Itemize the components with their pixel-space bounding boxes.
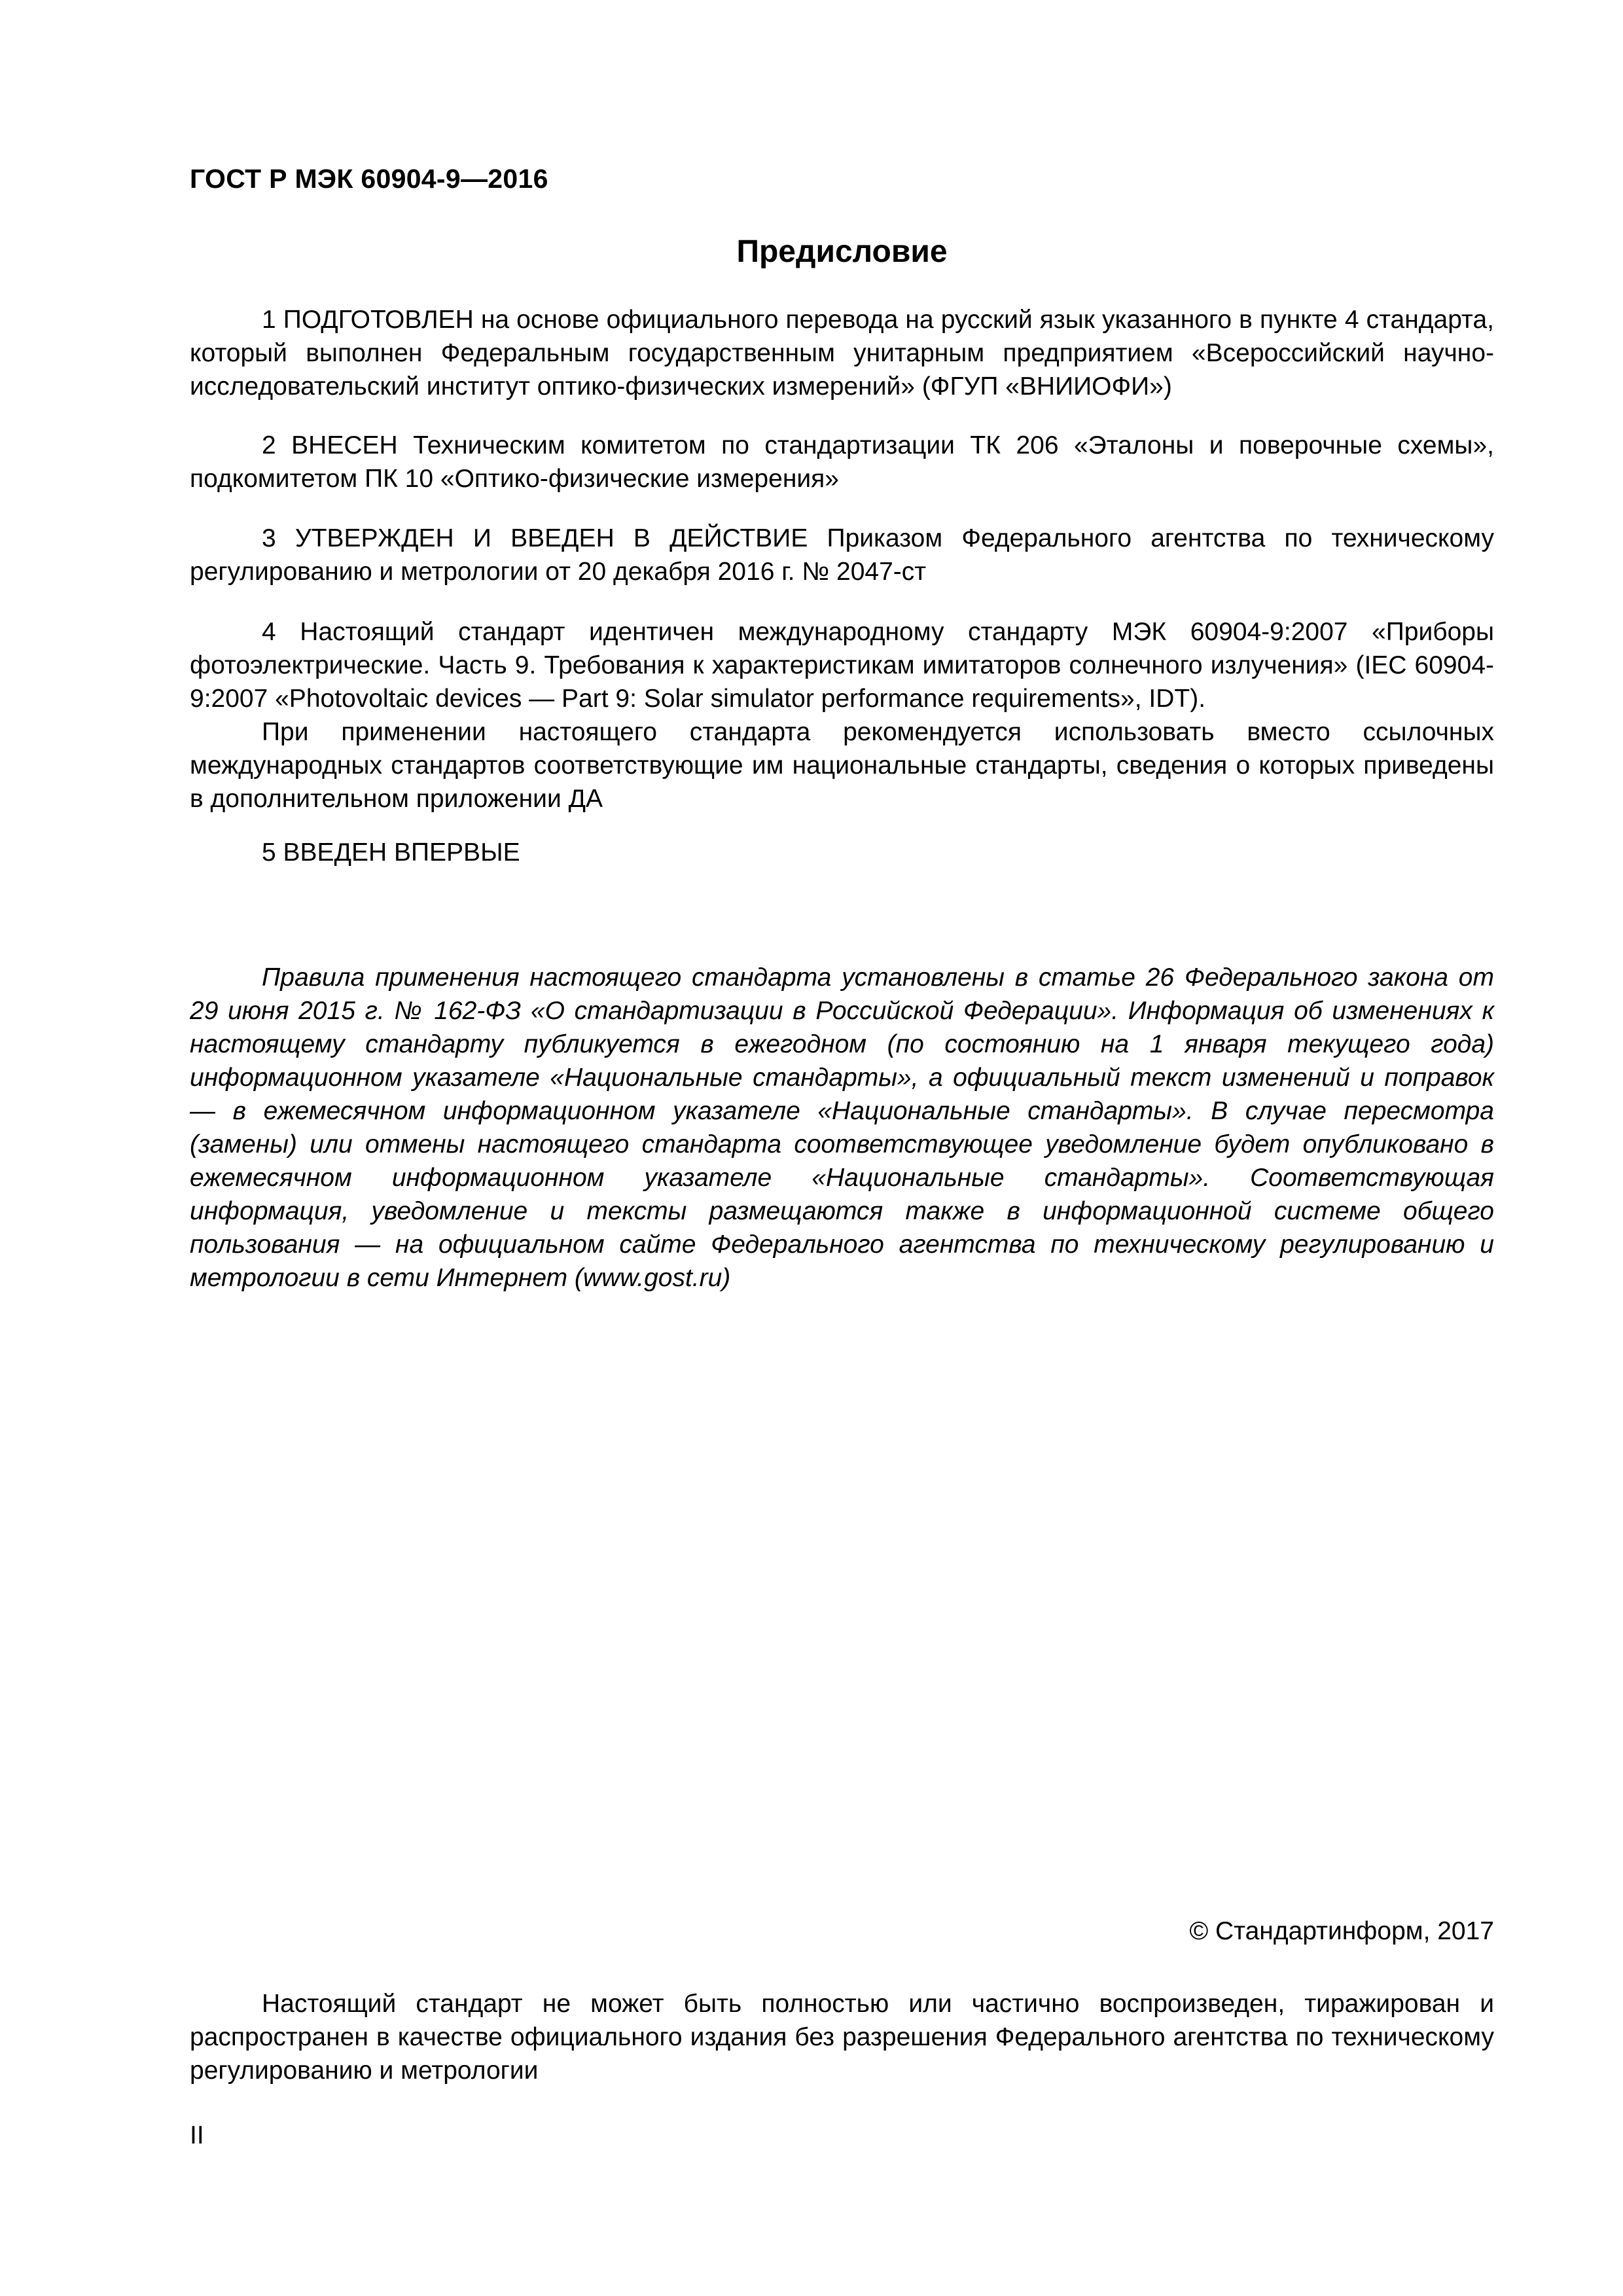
foreword-item-3: 3 УТВЕРЖДЕН И ВВЕДЕН В ДЕЙСТВИЕ Приказом Федерального агентства по техническому регулированию и метрологии от 20 декабря 2016 г. № 2047-ст	[190, 524, 1494, 586]
foreword-item-4: 4 Настоящий стандарт идентичен международному стандарту МЭК 60904-9:2007 «Приборы фотоэлектрические. Часть 9. Требования к характеристикам имитаторов солнечного излучения» (IEC 60904-9:2007 «Photovoltaic devices — Part 9: Solar simulator performance requirements», IDT).	[190, 618, 1494, 713]
foreword-item-5: 5 ВВЕДЕН ВПЕРВЫЕ	[262, 838, 520, 867]
page-title: Предисловие	[736, 234, 948, 269]
reproduction-notice: Настоящий стандарт не может быть полностью или частично воспроизведен, тиражирован и распространен в качестве официального издания без разрешения Федерального агентства по техническому регулированию и метрологии	[190, 1990, 1494, 2085]
copyright-line: © Стандартинформ, 2017	[1189, 1917, 1494, 1945]
foreword-item-4-note: При применении настоящего стандарта рекомендуется использовать вместо ссылочных международных стандартов соответствующие им национальные стандарты, сведения о которых приведены в дополнительном приложении ДА	[190, 718, 1494, 813]
foreword-item-1: 1 ПОДГОТОВЛЕН на основе официального перевода на русский язык указанного в пункте 4 стандарта, который выполнен Федеральным государственным унитарным предприятием «Всероссийский научно-исследовательский институт оптико-физических измерений» (ФГУП «ВНИИОФИ»)	[190, 306, 1494, 401]
document-id-header: ГОСТ Р МЭК 60904-9—2016	[190, 164, 548, 194]
application-rules-note: Правила применения настоящего стандарта установлены в статье 26 Федерального закона от 29 июня 2015 г. № 162-ФЗ «О стандартизации в Российской Федерации». Информация об изменениях к настоящему стандарту публикуется в ежегодном (по состоянию на 1 января текущего года) информационном указателе «Национальные стандарты», а официальный текст изменений и поправок — в ежемесячном информационном указателе «Национальные стандарты». В случае пересмотра (замены) или отмены настоящего стандарта соответствующее уведомление будет опубликовано в ежемесячном информационном указателе «Национальные стандарты». Соответствующая информация, уведомление и тексты размещаются также в информационной системе общего пользования — на официальном сайте Федерального агентства по техническому регулированию и метрологии в сети Интернет (www.gost.ru)	[190, 963, 1494, 1292]
page-number: II	[190, 2121, 204, 2149]
foreword-item-2: 2 ВНЕСЕН Техническим комитетом по стандартизации ТК 206 «Эталоны и поверочные схемы», подкомитетом ПК 10 «Оптико-физические измерения»	[190, 431, 1494, 493]
